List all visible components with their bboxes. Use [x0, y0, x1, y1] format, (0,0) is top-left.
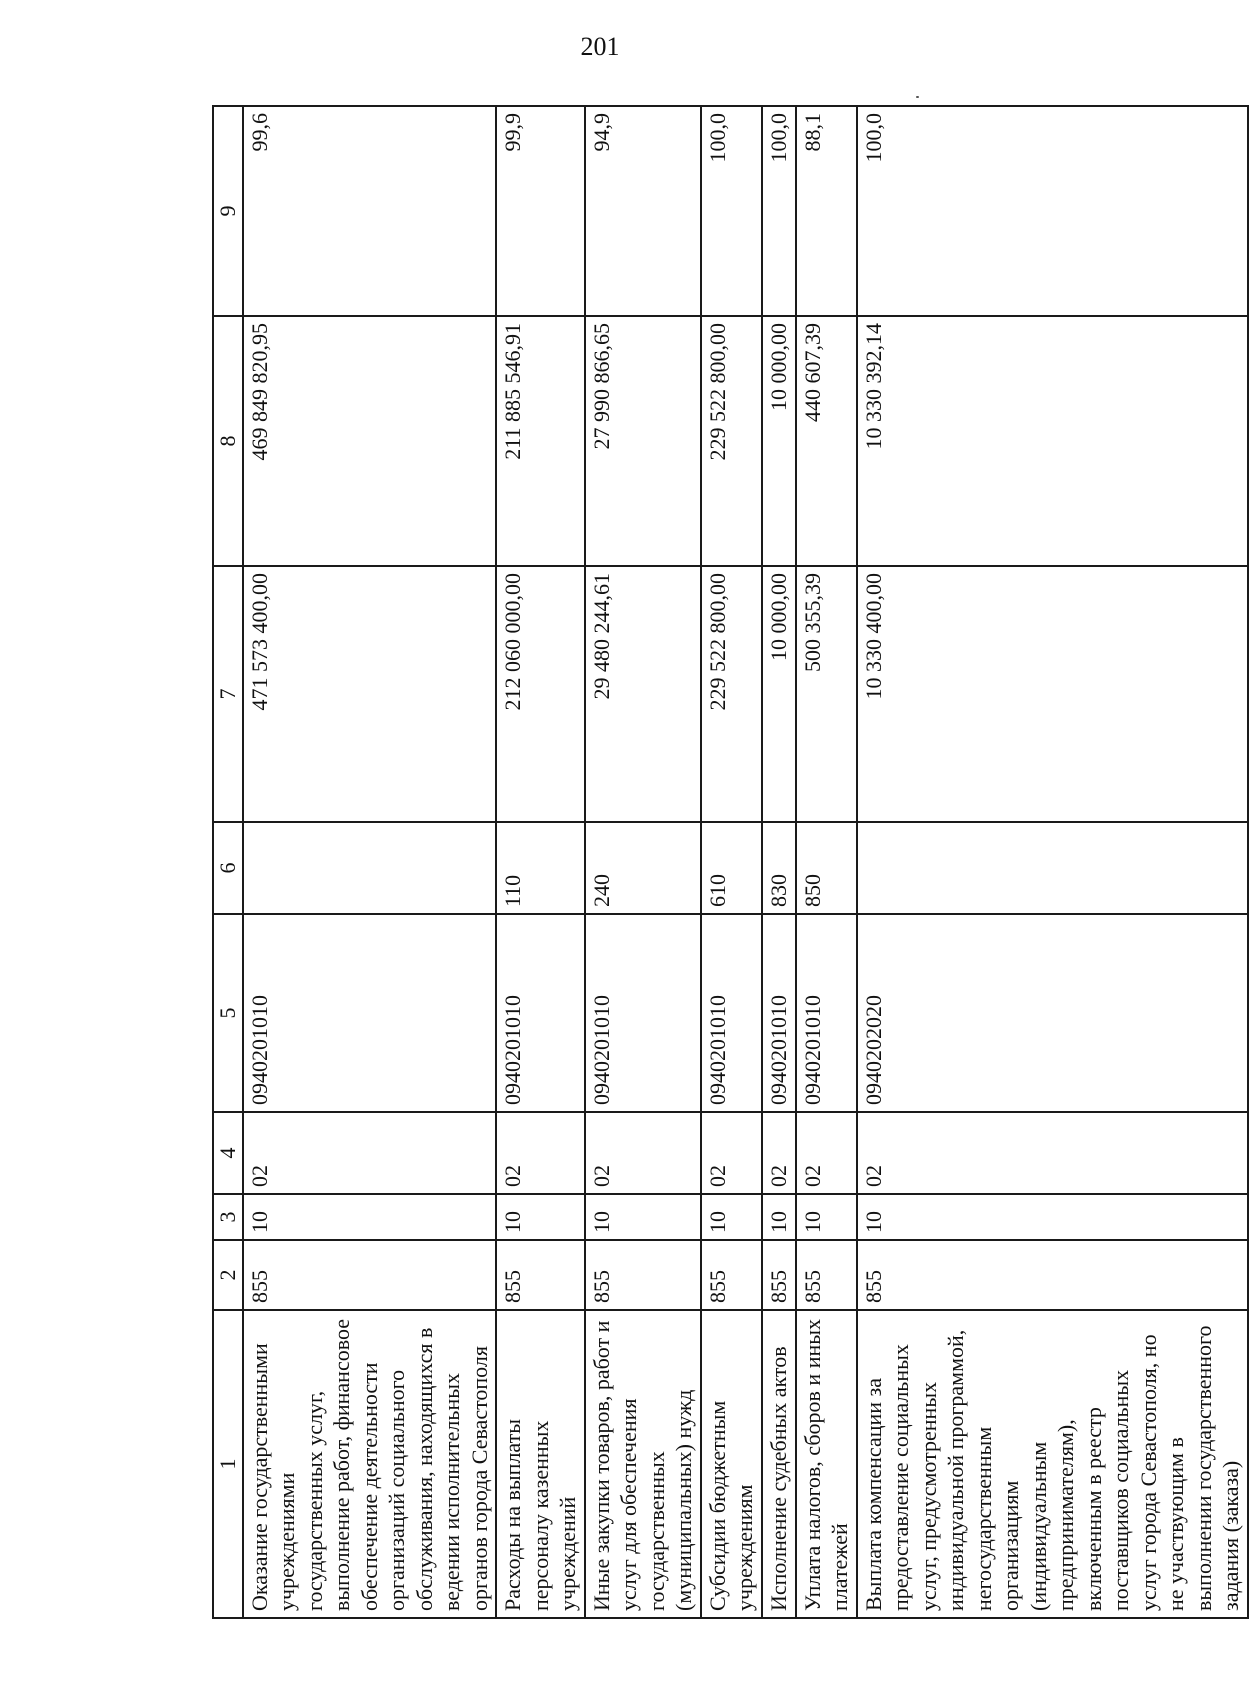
row-expense-type: 110: [496, 822, 585, 914]
rotated-table-area: [212, 107, 1243, 1619]
row-ministry-code: 855: [857, 1240, 1248, 1310]
row-target-article: 0940201010: [701, 914, 762, 1112]
row-ministry-code: 855: [762, 1240, 796, 1310]
row-section-code: 10: [796, 1194, 857, 1240]
header-col-3: 3: [213, 1194, 243, 1240]
header-col-4: 4: [213, 1112, 243, 1194]
row-ministry-code: 855: [496, 1240, 585, 1310]
row-subsection-code: 02: [796, 1112, 857, 1194]
row-target-article: 0940201010: [496, 914, 585, 1112]
row-executed-amount: 27 990 866,65: [585, 316, 701, 566]
row-target-article: 0940201010: [796, 914, 857, 1112]
page-number: 201: [580, 32, 620, 61]
header-col-8: 8: [213, 316, 243, 566]
row-subsection-code: 02: [701, 1112, 762, 1194]
row-execution-percent: 94,9: [585, 106, 701, 316]
row-planned-amount: 229 522 800,00: [701, 566, 762, 822]
header-col-6: 6: [213, 822, 243, 914]
row-executed-amount: 10 330 392,14: [857, 316, 1248, 566]
header-col-7: 7: [213, 566, 243, 822]
row-expense-type: 850: [796, 822, 857, 914]
row-execution-percent: 99,6: [243, 106, 497, 316]
row-target-article: 0940201010: [585, 914, 701, 1112]
row-planned-amount: 10 000,00: [762, 566, 796, 822]
table-row: [496, 106, 585, 1618]
header-col-9: 9: [213, 106, 243, 316]
row-name: Исполнение судебных актов: [762, 1310, 796, 1618]
header-row: [213, 106, 243, 1618]
table-row: [585, 106, 701, 1618]
row-expense-type: 610: [701, 822, 762, 914]
row-ministry-code: 855: [585, 1240, 701, 1310]
row-name: Оказание государственными учреждениями государственных услуг, выполнение работ, финансовое обеспечение деятельности организаций социального обслуживания, находящихся в ведении исполнительных органов города Севастополя: [243, 1310, 497, 1618]
row-expense-type: 830: [762, 822, 796, 914]
row-execution-percent: 88,1: [796, 106, 857, 316]
row-expense-type: 240: [585, 822, 701, 914]
row-target-article: 0940202020: [857, 914, 1248, 1112]
row-subsection-code: 02: [585, 1112, 701, 1194]
row-expense-type: [243, 822, 497, 914]
table-row: [857, 106, 1248, 1618]
row-planned-amount: 471 573 400,00: [243, 566, 497, 822]
table-row: [762, 106, 796, 1618]
row-execution-percent: 100,0: [857, 106, 1248, 316]
row-execution-percent: 100,0: [701, 106, 762, 316]
row-executed-amount: 10 000,00: [762, 316, 796, 566]
header-col-1: 1: [213, 1310, 243, 1618]
table-row: [701, 106, 762, 1618]
row-expense-type: [857, 822, 1248, 914]
row-subsection-code: 02: [762, 1112, 796, 1194]
header-col-5: 5: [213, 914, 243, 1112]
row-planned-amount: 29 480 244,61: [585, 566, 701, 822]
row-name: Выплата компенсации за предоставление социальных услуг, предусмотренных индивидуальной программой, негосударственным организациям (индивидуальным предпринимателям), включенным в реестр поставщиков социальных услуг города Севастополя, но не участвующим в выполнении государственного задания (заказа): [857, 1310, 1248, 1618]
scan-speck: [916, 96, 919, 98]
row-section-code: 10: [762, 1194, 796, 1240]
row-executed-amount: 229 522 800,00: [701, 316, 762, 566]
row-name: Уплата налогов, сборов и иных платежей: [796, 1310, 857, 1618]
row-name: Расходы на выплаты персоналу казенных учреждений: [496, 1310, 585, 1618]
row-name: Субсидии бюджетным учреждениям: [701, 1310, 762, 1618]
table-row: [796, 106, 857, 1618]
row-planned-amount: 10 330 400,00: [857, 566, 1248, 822]
row-subsection-code: 02: [857, 1112, 1248, 1194]
row-executed-amount: 211 885 546,91: [496, 316, 585, 566]
table-row: [243, 106, 497, 1618]
row-target-article: 0940201010: [243, 914, 497, 1112]
row-ministry-code: 855: [243, 1240, 497, 1310]
row-subsection-code: 02: [243, 1112, 497, 1194]
row-section-code: 10: [496, 1194, 585, 1240]
row-execution-percent: 99,9: [496, 106, 585, 316]
row-ministry-code: 855: [796, 1240, 857, 1310]
row-executed-amount: 469 849 820,95: [243, 316, 497, 566]
rotated-table-inner: [212, 107, 1243, 1619]
row-executed-amount: 440 607,39: [796, 316, 857, 566]
row-section-code: 10: [701, 1194, 762, 1240]
row-execution-percent: 100,0: [762, 106, 796, 316]
row-section-code: 10: [857, 1194, 1248, 1240]
budget-table: [212, 105, 1249, 1619]
row-planned-amount: 500 355,39: [796, 566, 857, 822]
row-subsection-code: 02: [496, 1112, 585, 1194]
header-col-2: 2: [213, 1240, 243, 1310]
row-ministry-code: 855: [701, 1240, 762, 1310]
row-section-code: 10: [585, 1194, 701, 1240]
row-name: Иные закупки товаров, работ и услуг для обеспечения государственных (муниципальных) нужд: [585, 1310, 701, 1618]
row-planned-amount: 212 060 000,00: [496, 566, 585, 822]
row-target-article: 0940201010: [762, 914, 796, 1112]
row-section-code: 10: [243, 1194, 497, 1240]
